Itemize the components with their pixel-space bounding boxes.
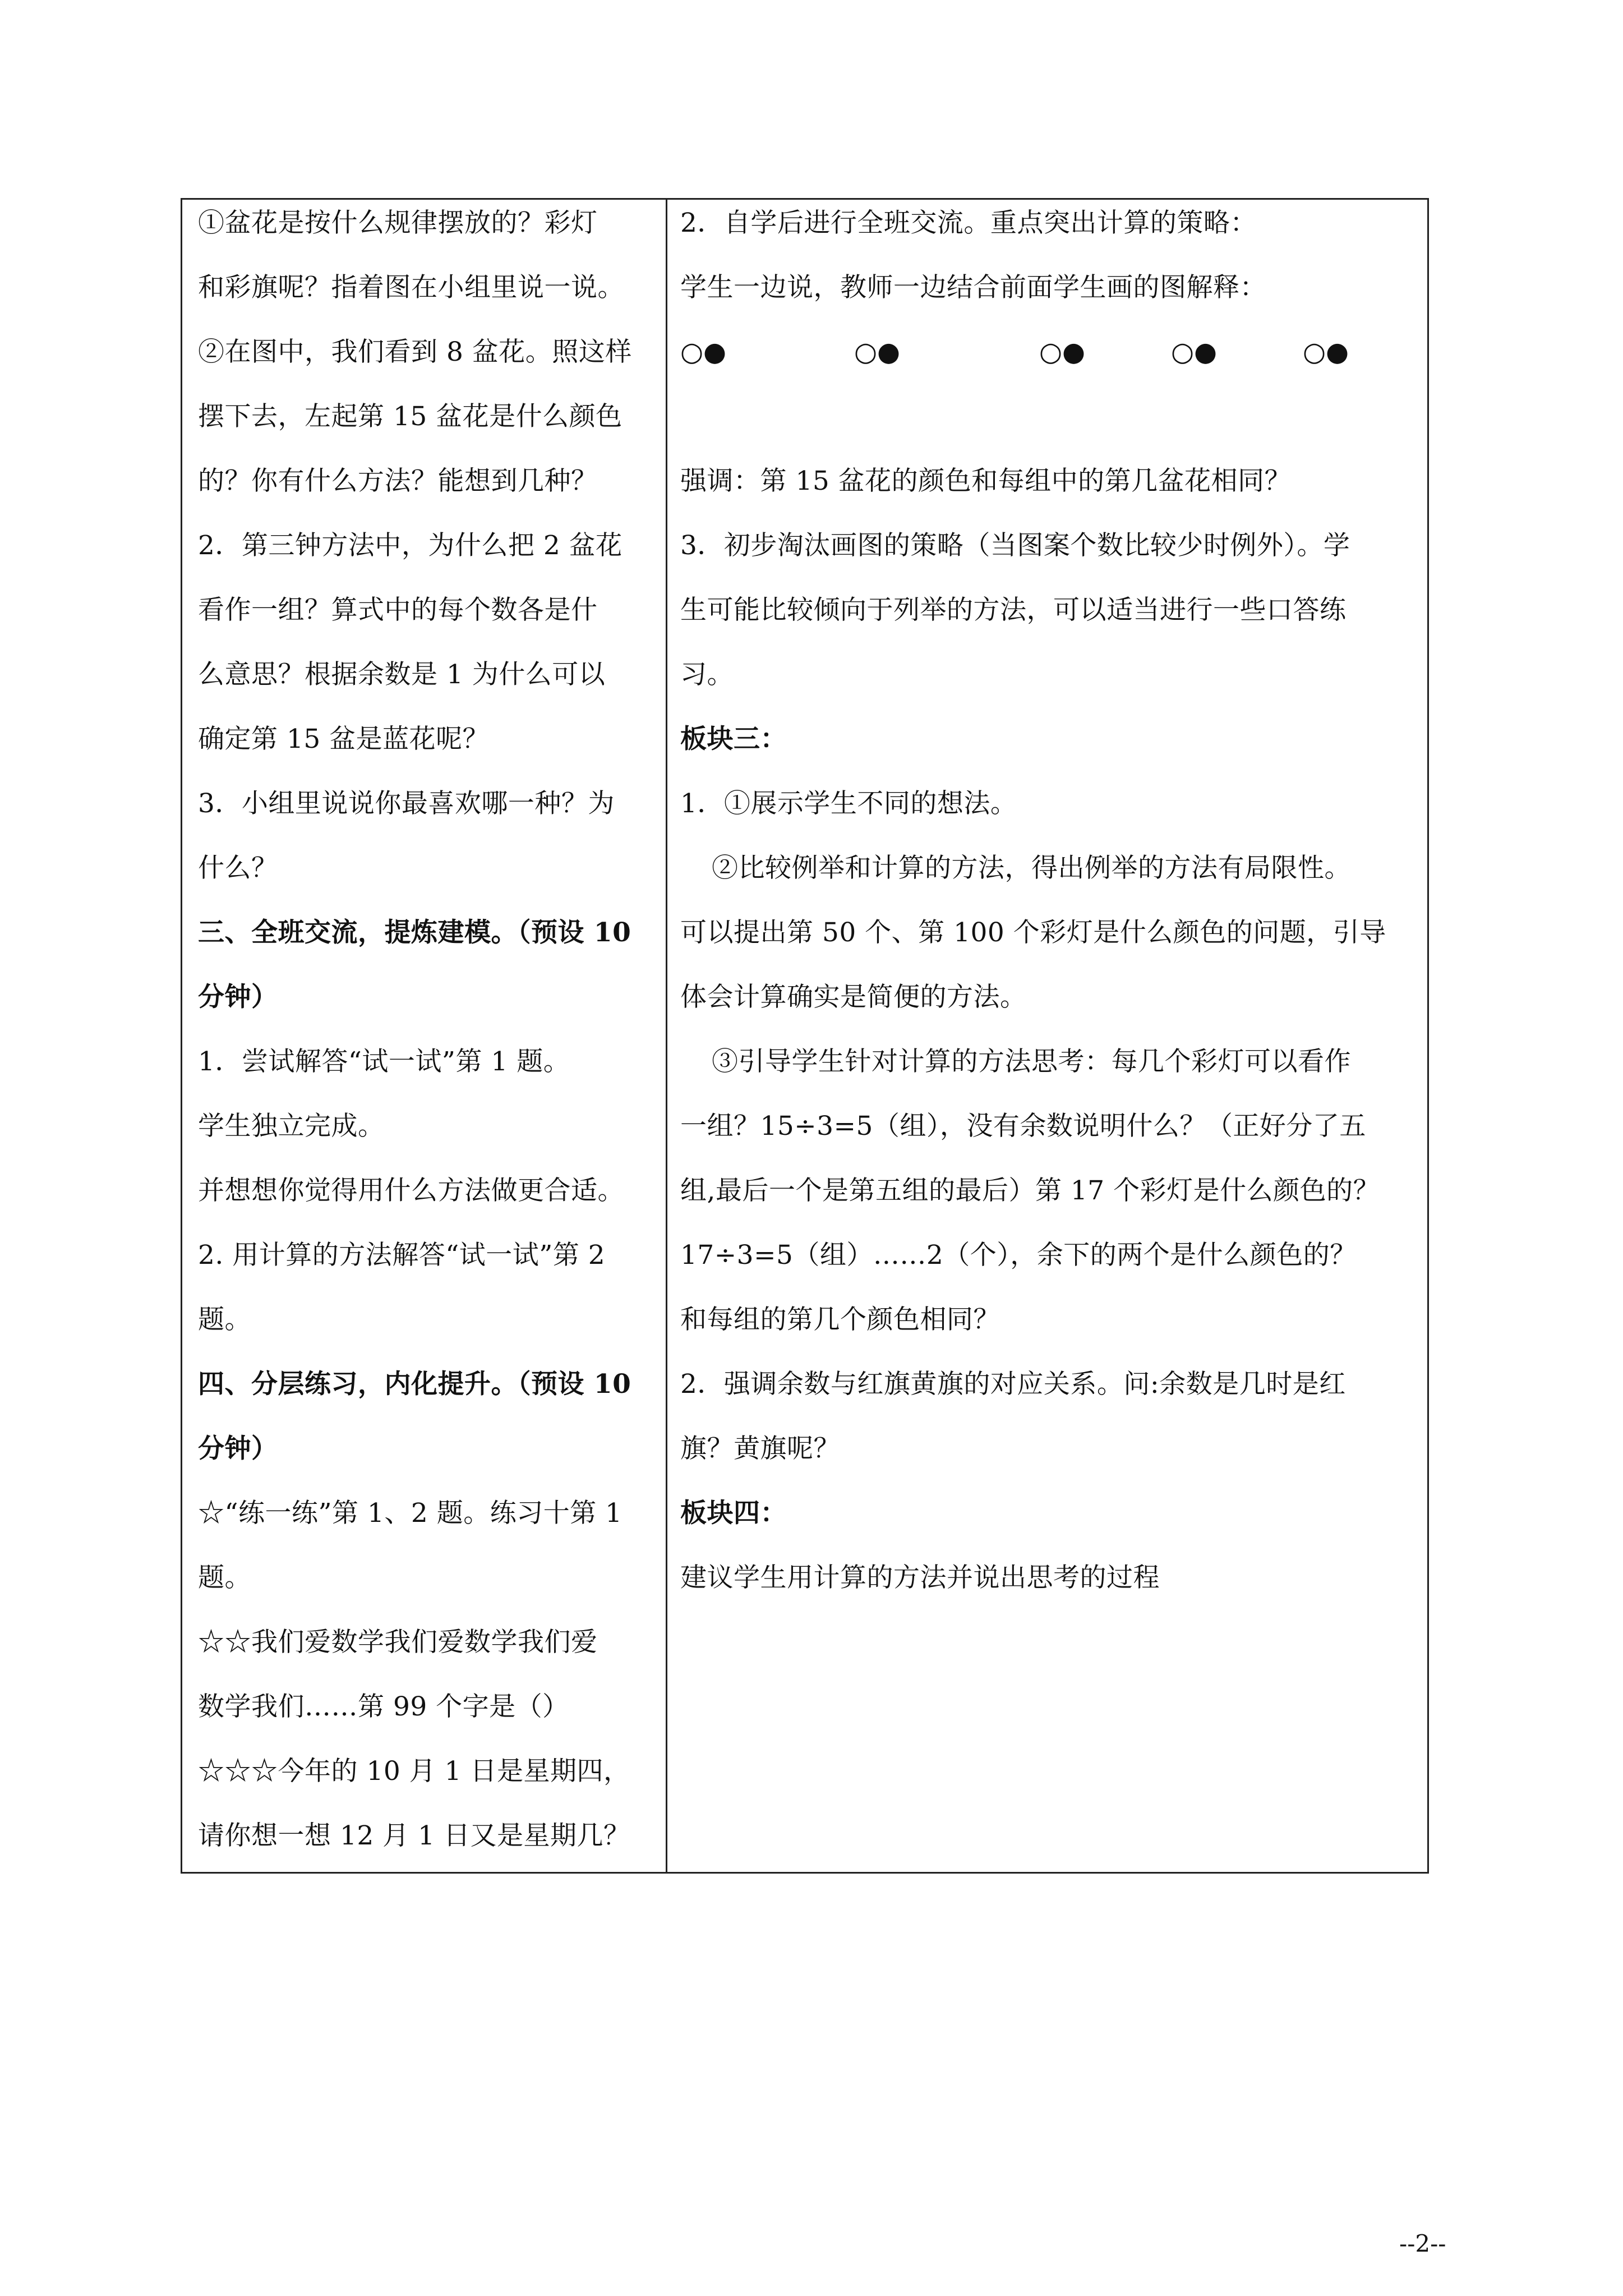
circle-pair: ○● (1039, 337, 1086, 367)
left-line: 数学我们……第 99 个字是（） (198, 1691, 569, 1722)
right-line: 学生一边说，教师一边结合前面学生画的图解释： (680, 272, 1266, 303)
left-line: ②在图中，我们看到 8 盆花。照这样 (198, 337, 632, 367)
circle-pair: ○● (1303, 337, 1349, 367)
left-line: ☆☆我们爱数学我们爱数学我们爱 (198, 1627, 598, 1658)
column-divider (666, 200, 667, 1872)
left-line: ☆“练一练”第 1、2 题。练习十第 1 (198, 1498, 623, 1529)
left-line: 什么？ (198, 853, 278, 884)
circle-pair: ○● (680, 337, 727, 367)
left-line: 的？你有什么方法？能想到几种？ (198, 466, 598, 496)
left-line: 2. 用计算的方法解答“试一试”第 2 (198, 1240, 606, 1271)
left-line: 么意思？根据余数是 1 为什么可以 (198, 659, 606, 690)
right-line: 习。 (680, 659, 734, 690)
right-line: 一组？15÷3=5（组），没有余数说明什么？（正好分了五 (680, 1111, 1366, 1142)
left-line: 题。 (198, 1562, 251, 1593)
right-line: 生可能比较倾向于列举的方法，可以适当进行一些口答练 (680, 595, 1347, 625)
left-line: 学生独立完成。 (198, 1111, 385, 1142)
block-heading: 板块四： (680, 1498, 787, 1529)
left-line: ☆☆☆今年的 10 月 1 日是星期四， (198, 1756, 630, 1787)
left-line: 和彩旗呢？指着图在小组里说一说。 (198, 272, 624, 303)
left-line: ①盆花是按什么规律摆放的？彩灯 (198, 208, 598, 238)
circle-pair: ○● (854, 337, 901, 367)
right-line: 体会计算确实是简便的方法。 (680, 982, 1027, 1013)
right-line: 可以提出第 50 个、第 100 个彩灯是什么颜色的问题，引导 (680, 917, 1386, 948)
left-line: 并想想你觉得用什么方法做更合适。 (198, 1175, 624, 1206)
section-heading: 分钟） (198, 982, 278, 1013)
right-line: 2．自学后进行全班交流。重点突出计算的策略： (680, 208, 1257, 238)
circle-pair: ○● (1171, 337, 1218, 367)
lesson-table (181, 198, 1429, 1874)
right-line: 17÷3=5（组）……2（个），余下的两个是什么颜色的？ (680, 1240, 1357, 1271)
right-line: 强调：第 15 盆花的颜色和每组中的第几盆花相同？ (680, 466, 1292, 496)
left-line: 请你想一想 12 月 1 日又是星期几？ (198, 1820, 630, 1851)
page-number: --2-- (1399, 2230, 1446, 2257)
right-line: 建议学生用计算的方法并说出思考的过程 (680, 1562, 1160, 1593)
left-line: 1．尝试解答“试一试”第 1 题。 (198, 1046, 570, 1077)
left-line: 确定第 15 盆是蓝花呢？ (198, 724, 490, 754)
section-heading: 三、全班交流，提炼建模。（预设 10 (198, 917, 631, 948)
block-heading: 板块三： (680, 724, 787, 754)
section-heading: 分钟） (198, 1433, 278, 1464)
left-line: 3．小组里说说你最喜欢哪一种？为 (198, 788, 615, 819)
right-line: 2．强调余数与红旗黄旗的对应关系。问:余数是几时是红 (680, 1369, 1346, 1400)
right-line: 3．初步淘汰画图的策略（当图案个数比较少时例外）。学 (680, 530, 1350, 561)
right-line: 组,最后一个是第五组的最后）第 17 个彩灯是什么颜色的？ (680, 1175, 1380, 1206)
right-line: ②比较例举和计算的方法，得出例举的方法有局限性。 (712, 853, 1351, 884)
left-line: 看作一组？算式中的每个数各是什 (198, 595, 598, 625)
right-line: 1．①展示学生不同的想法。 (680, 788, 1017, 819)
left-line: 摆下去，左起第 15 盆花是什么颜色 (198, 401, 623, 432)
right-line: ③引导学生针对计算的方法思考：每几个彩灯可以看作 (712, 1046, 1351, 1077)
left-line: 题。 (198, 1304, 251, 1335)
left-line: 2．第三钟方法中，为什么把 2 盆花 (198, 530, 623, 561)
right-line: 和每组的第几个颜色相同？ (680, 1304, 1000, 1335)
circle-pattern (680, 335, 1421, 369)
right-line: 旗？黄旗呢？ (680, 1433, 840, 1464)
section-heading: 四、分层练习，内化提升。（预设 10 (198, 1369, 631, 1400)
